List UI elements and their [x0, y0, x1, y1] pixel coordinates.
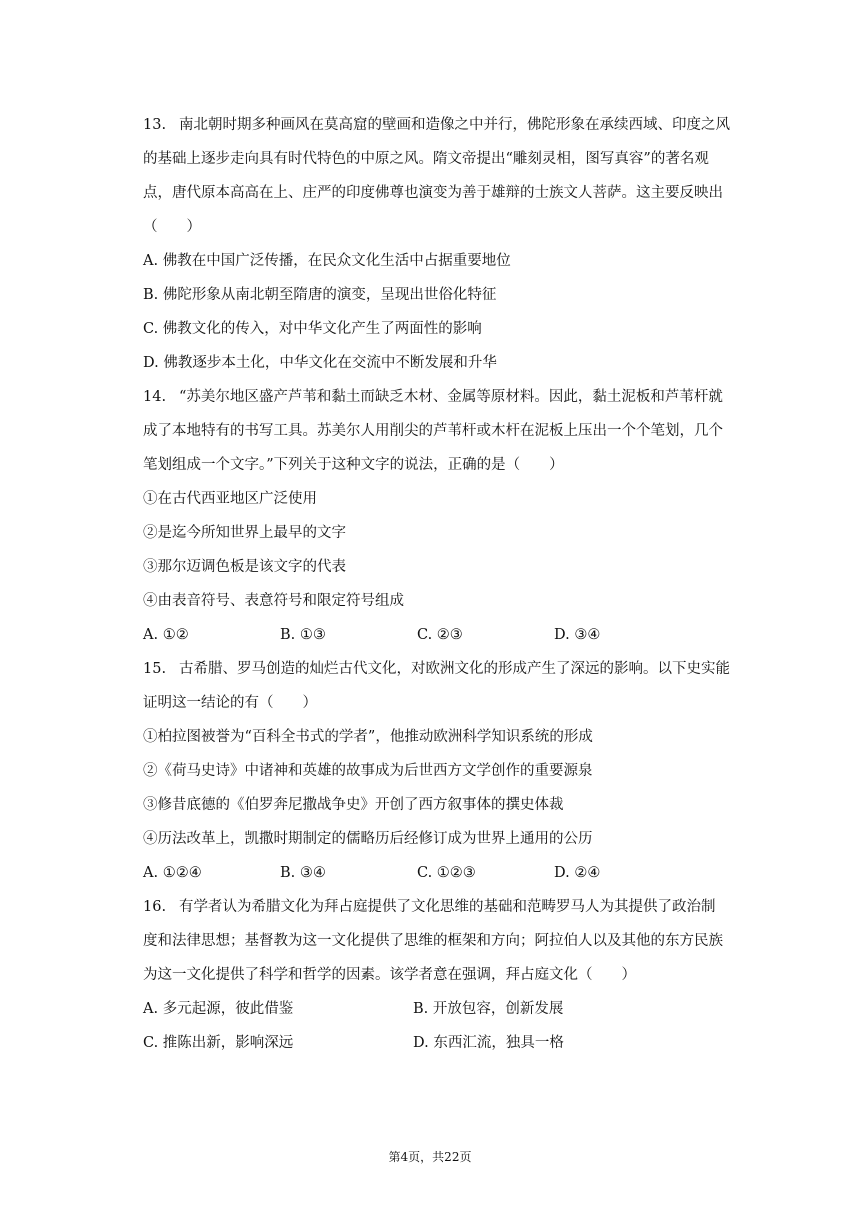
question-text: 有学者认为希腊文化为拜占庭提供了文化思维的基础和范畴罗马人为其提供了政治制 — [179, 899, 716, 915]
page-content — [143, 108, 751, 1060]
question-number: 14. — [143, 389, 167, 405]
option-b: B. ③④ — [280, 865, 326, 881]
page-footer: 第4页，共22页 — [388, 1150, 472, 1164]
option-c: C. ①②③ — [417, 865, 476, 881]
statement-item: ②是迄今所知世界上最早的文字 — [143, 525, 346, 541]
question-number: 16. — [143, 899, 167, 915]
option-a: A. 佛教在中国广泛传播，在民众文化生活中占据重要地位 — [143, 253, 511, 269]
statement-item: ④由表音符号、表意符号和限定符号组成 — [143, 593, 404, 609]
options-row — [143, 992, 751, 1026]
statement-item: ①在古代西亚地区广泛使用 — [143, 491, 317, 507]
option-d: D. ②④ — [554, 865, 601, 881]
statement-item: ④历法改革上，凯撒时期制定的儒略历后经修订成为世界上通用的公历 — [143, 831, 593, 847]
option-b: B. 佛陀形象从南北朝至隋唐的演变，呈现出世俗化特征 — [143, 287, 497, 303]
option-a: A. ①② — [143, 627, 189, 643]
option-c: C. 佛教文化的传入，对中华文化产生了两面性的影响 — [143, 321, 482, 337]
options-row — [143, 618, 751, 652]
option-a: A. ①②④ — [143, 865, 202, 881]
answer-blank: （ ） — [143, 219, 201, 235]
question-text: 为这一文化提供了科学和哲学的因素。该学者意在强调，拜占庭文化（ ） — [143, 967, 636, 983]
statement-item: ①柏拉图被誉为“百科全书式的学者”，他推动欧洲科学知识系统的形成 — [143, 729, 593, 745]
question-text: 的基础上逐步走向具有时代特色的中原之风。隋文帝提出“雕刻灵相，图写真容”的著名观 — [143, 151, 709, 167]
option-b: B. ①③ — [280, 627, 326, 643]
question-text: 南北朝时期多种画风在莫高窟的壁画和造像之中并行，佛陀形象在承续西域、印度之风 — [179, 117, 730, 133]
question-text: 古希腊、罗马创造的灿烂古代文化，对欧洲文化的形成产生了深远的影响。以下史实能 — [179, 661, 730, 677]
question-line — [143, 652, 751, 686]
options-row — [143, 856, 751, 890]
option-c: C. 推陈出新，影响深远 — [143, 1035, 294, 1051]
question-text: 成了本地特有的书写工具。苏美尔人用削尖的芦苇杆或木杆在泥板上压出一个个笔划，几个 — [143, 423, 723, 439]
question-text: 度和法律思想；基督教为这一文化提供了思维的框架和方向；阿拉伯人以及其他的东方民族 — [143, 933, 723, 949]
options-row — [143, 1026, 751, 1060]
statement-item: ③修昔底德的《伯罗奔尼撒战争史》开创了西方叙事体的撰史体裁 — [143, 797, 564, 813]
question-text: 笔划组成一个文字。”下列关于这种文字的说法，正确的是（ ） — [143, 457, 564, 473]
option-c: C. ②③ — [417, 627, 463, 643]
question-line — [143, 380, 751, 414]
option-d: D. ③④ — [554, 627, 601, 643]
question-16 — [143, 890, 751, 1060]
option-a: A. 多元起源，彼此借鉴 — [143, 1001, 294, 1017]
question-14 — [143, 380, 751, 652]
question-number: 13. — [143, 117, 167, 133]
statement-item: ③那尔迈调色板是该文字的代表 — [143, 559, 346, 575]
option-d: D. 佛教逐步本土化，中华文化在交流中不断发展和升华 — [143, 355, 497, 371]
option-d: D. 东西汇流，独具一格 — [413, 1035, 564, 1051]
statement-item: ②《荷马史诗》中诸神和英雄的故事成为后世西方文学创作的重要源泉 — [143, 763, 593, 779]
question-text: “苏美尔地区盛产芦苇和黏土而缺乏木材、金属等原材料。因此，黏土泥板和芦苇杆就 — [179, 389, 723, 405]
option-b: B. 开放包容，创新发展 — [413, 1001, 564, 1017]
question-13 — [143, 108, 751, 380]
question-number: 15. — [143, 661, 167, 677]
question-line — [143, 108, 751, 142]
question-text: 证明这一结论的有（ ） — [143, 695, 317, 711]
question-text: 点，唐代原本高高在上、庄严的印度佛尊也演变为善于雄辩的士族文人菩萨。这主要反映出 — [143, 185, 723, 201]
question-15 — [143, 652, 751, 890]
question-line — [143, 890, 751, 924]
